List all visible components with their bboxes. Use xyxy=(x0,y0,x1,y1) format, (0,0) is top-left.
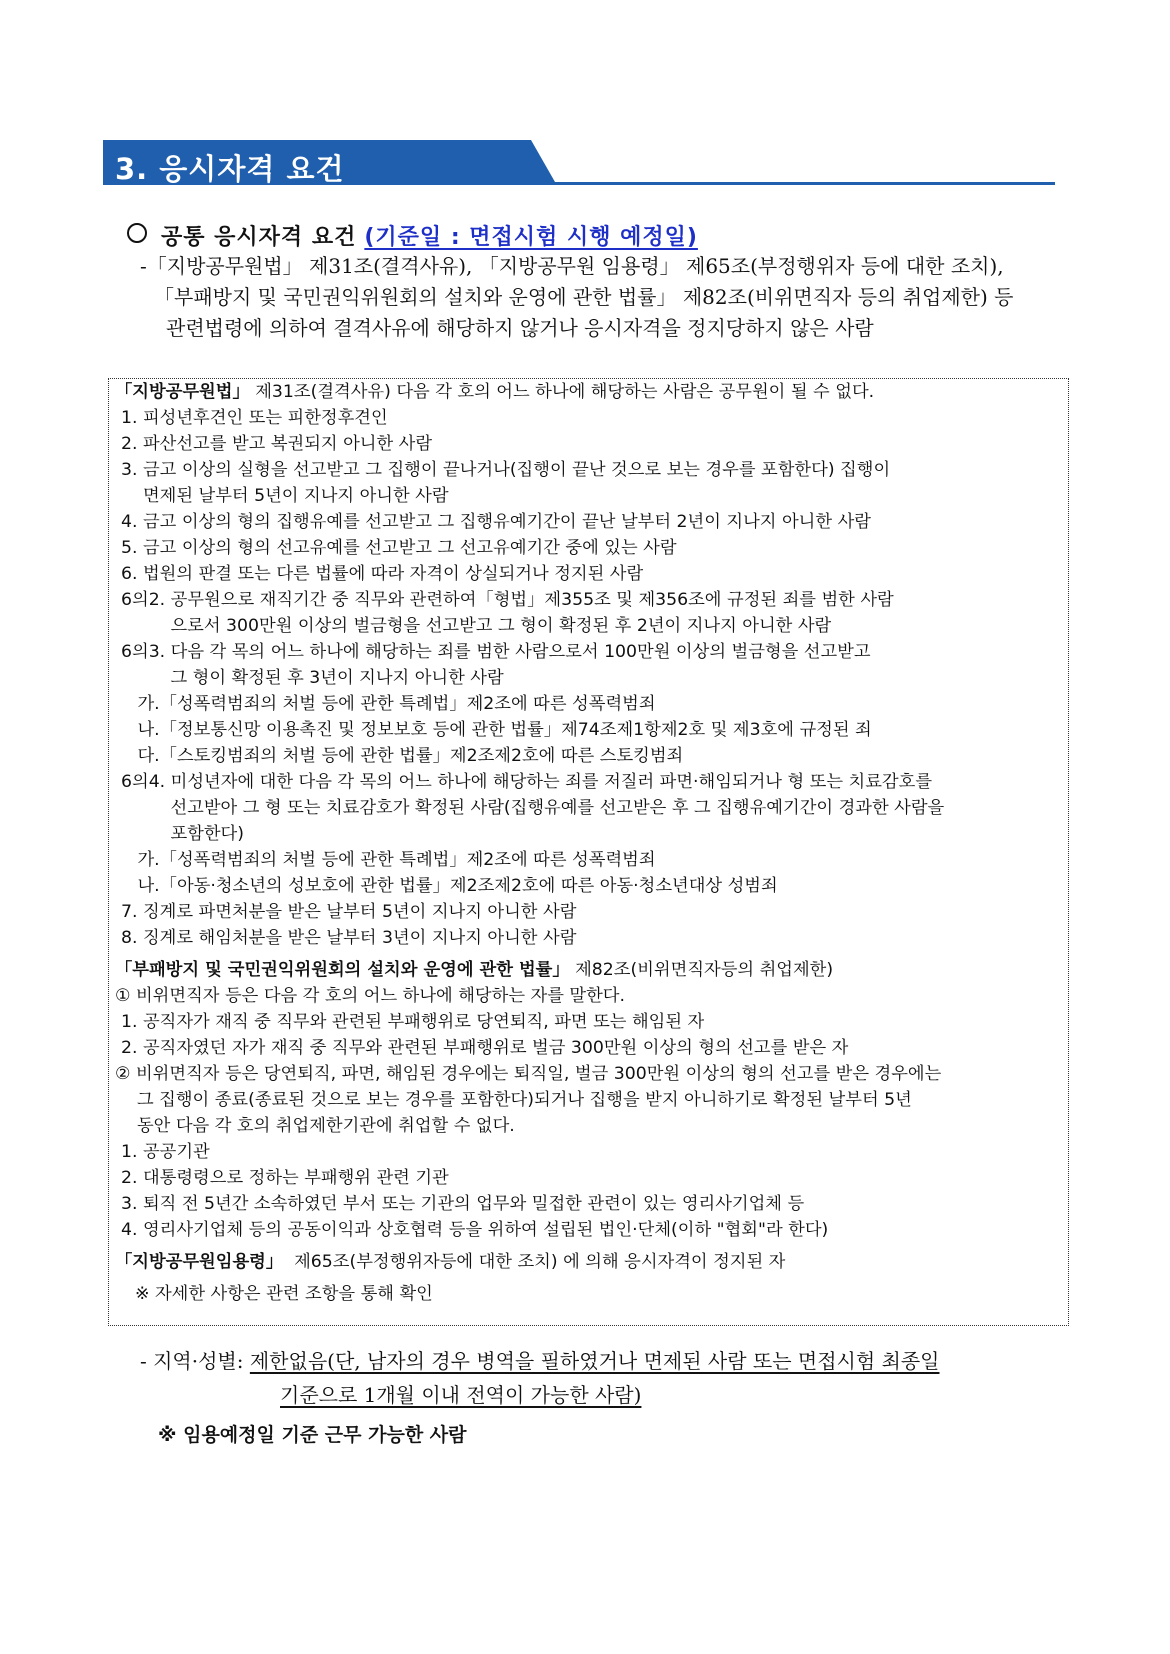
law2-item: 동안 다음 각 호의 취업제한기관에 취업할 수 없다. xyxy=(115,1116,515,1136)
law2-item: 1. 공직자가 재직 중 직무와 관련된 부패행위로 당연퇴직, 파면 또는 해임된 자 xyxy=(121,1012,705,1032)
law1-item: 가.「성폭력범죄의 처벌 등에 관한 특례법」제2조에 따른 성폭력범죄 xyxy=(121,694,656,714)
region-line xyxy=(140,1344,1075,1378)
intro-line: 「부패방지 및 국민권익위원회의 설치와 운영에 관한 법률」 제82조(비위면직자 등의 취업제한) 등 xyxy=(154,285,1014,309)
common-label: 공통 응시자격 요건 xyxy=(161,225,357,250)
law1-item: 3. 금고 이상의 실형을 선고받고 그 집행이 끝나거나(집행이 끝난 것으로 보는 경우를 포함한다) 집행이 xyxy=(121,460,891,480)
region-text: 제한없음(단, 남자의 경우 병역을 필하였거나 면제된 사람 또는 면접시험 최종일 xyxy=(249,1349,940,1373)
section-title: 3. 응시자격 요건 xyxy=(115,152,345,186)
law1-item: 포함한다) xyxy=(121,824,244,844)
law1-item: 6의3. 다음 각 목의 어느 하나에 해당하는 죄를 범한 사람으로서 100만원 이상의 벌금형을 선고받고 xyxy=(121,642,871,662)
common-requirement-heading xyxy=(127,220,698,251)
law2-item: 2. 공직자였던 자가 재직 중 직무와 관련된 부패행위로 벌금 300만원 이상의 형의 선고를 받은 자 xyxy=(121,1038,849,1058)
region-gender-requirement xyxy=(140,1344,1075,1412)
law1-item: 다.「스토킹범죄의 처벌 등에 관한 법률」제2조제2호에 따른 스토킹범죄 xyxy=(121,746,684,766)
law1-item: 나.「아동·청소년의 성보호에 관한 법률」제2조제2호에 따른 아동·청소년대상 성범죄 xyxy=(121,876,778,896)
law2-heading: 「부패방지 및 국민권익위원회의 설치와 운영에 관한 법률」 제82조(비위면직자등의 취업제한) xyxy=(115,960,834,980)
law1-item: 6의4. 미성년자에 대한 다음 각 목의 어느 하나에 해당하는 죄를 저질러 파면·해임되거나 형 또는 치료감호를 xyxy=(121,772,933,792)
law1-item: 2. 파산선고를 받고 복권되지 아니한 사람 xyxy=(121,434,433,454)
detail-note: ※ 자세한 사항은 관련 조항을 통해 확인 xyxy=(135,1284,433,1304)
law1-item: 5. 금고 이상의 형의 선고유예를 선고받고 그 선고유예기간 중에 있는 사람 xyxy=(121,538,677,558)
law2-item: 3. 퇴직 전 5년간 소속하였던 부서 또는 기관의 업무와 밀접한 관련이 있는 영리사기업체 등 xyxy=(121,1194,805,1214)
law1-item: 6. 법원의 판결 또는 다른 법률에 따라 자격이 상실되거나 정지된 사람 xyxy=(121,564,644,584)
law3-heading: 「지방공무원임용령」 제65조(부정행위자등에 대한 조치) 에 의해 응시자격이 정지된 자 xyxy=(115,1252,786,1272)
law1-item: 4. 금고 이상의 형의 집행유예를 선고받고 그 집행유예기간이 끝난 날부터 2년이 지나지 아니한 사람 xyxy=(121,512,871,532)
law1-item: 선고받아 그 형 또는 치료감호가 확정된 사람(집행유예를 선고받은 후 그 집행유예기간이 경과한 사람을 xyxy=(121,798,945,818)
law1-item: 으로서 300만원 이상의 벌금형을 선고받고 그 형이 확정된 후 2년이 지나지 아니한 사람 xyxy=(121,616,832,636)
section-header xyxy=(103,140,1055,194)
law1-heading: 「지방공무원법」 제31조(결격사유) 다음 각 호의 어느 하나에 해당하는 사람은 공무원이 될 수 없다. xyxy=(115,382,875,402)
intro-line: 관련법령에 의하여 결격사유에 해당하지 않거나 응시자격을 정지당하지 않은 사람 xyxy=(166,316,874,340)
law-excerpt-box xyxy=(108,378,1069,1326)
law1-item: 그 형이 확정된 후 3년이 지나지 아니한 사람 xyxy=(121,668,504,688)
law2-item: 그 집행이 종료(종료된 것으로 보는 경우를 포함한다)되거나 집행을 받지 아니하기로 확정된 날부터 5년 xyxy=(115,1090,912,1110)
intro-paragraph xyxy=(140,251,1075,344)
reference-date-note: (기준일 : 면접시험 시행 예정일) xyxy=(364,225,698,250)
law2-item: 1. 공공기관 xyxy=(121,1142,210,1162)
law2-item: ① 비위면직자 등은 다음 각 호의 어느 하나에 해당하는 자를 말한다. xyxy=(115,986,625,1006)
circle-bullet-icon xyxy=(127,223,147,243)
region-label: - 지역·성별: xyxy=(140,1349,244,1373)
law2-item: 4. 영리사기업체 등의 공동이익과 상호협력 등을 위하여 설립된 법인·단체(이하 "협회"라 한다) xyxy=(121,1220,829,1240)
law1-item: 1. 피성년후견인 또는 피한정후견인 xyxy=(121,408,388,428)
availability-footnote: ※ 임용예정일 기준 근무 가능한 사람 xyxy=(158,1424,467,1446)
region-text: 기준으로 1개월 이내 전역이 가능한 사람) xyxy=(280,1383,642,1407)
law1-item: 6의2. 공무원으로 재직기간 중 직무와 관련하여「형법」제355조 및 제356조에 규정된 죄를 범한 사람 xyxy=(121,590,894,610)
law2-item: 2. 대통령령으로 정하는 부패행위 관련 기관 xyxy=(121,1168,449,1188)
region-line xyxy=(140,1378,1075,1412)
law1-item: 8. 징계로 해임처분을 받은 날부터 3년이 지나지 아니한 사람 xyxy=(121,928,577,948)
law2-item: ② 비위면직자 등은 당연퇴직, 파면, 해임된 경우에는 퇴직일, 벌금 300만원 이상의 형의 선고를 받은 경우에는 xyxy=(115,1064,942,1084)
law1-item: 가.「성폭력범죄의 처벌 등에 관한 특례법」제2조에 따른 성폭력범죄 xyxy=(121,850,656,870)
intro-line: -「지방공무원법」 제31조(결격사유), 「지방공무원 임용령」 제65조(부정행위자 등에 대한 조치), xyxy=(140,254,1004,278)
law1-item: 나.「정보통신망 이용촉진 및 정보보호 등에 관한 법률」제74조제1항제2호 및 제3호에 규정된 죄 xyxy=(121,720,872,740)
law1-item: 7. 징계로 파면처분을 받은 날부터 5년이 지나지 아니한 사람 xyxy=(121,902,577,922)
law1-item: 면제된 날부터 5년이 지나지 아니한 사람 xyxy=(121,486,449,506)
